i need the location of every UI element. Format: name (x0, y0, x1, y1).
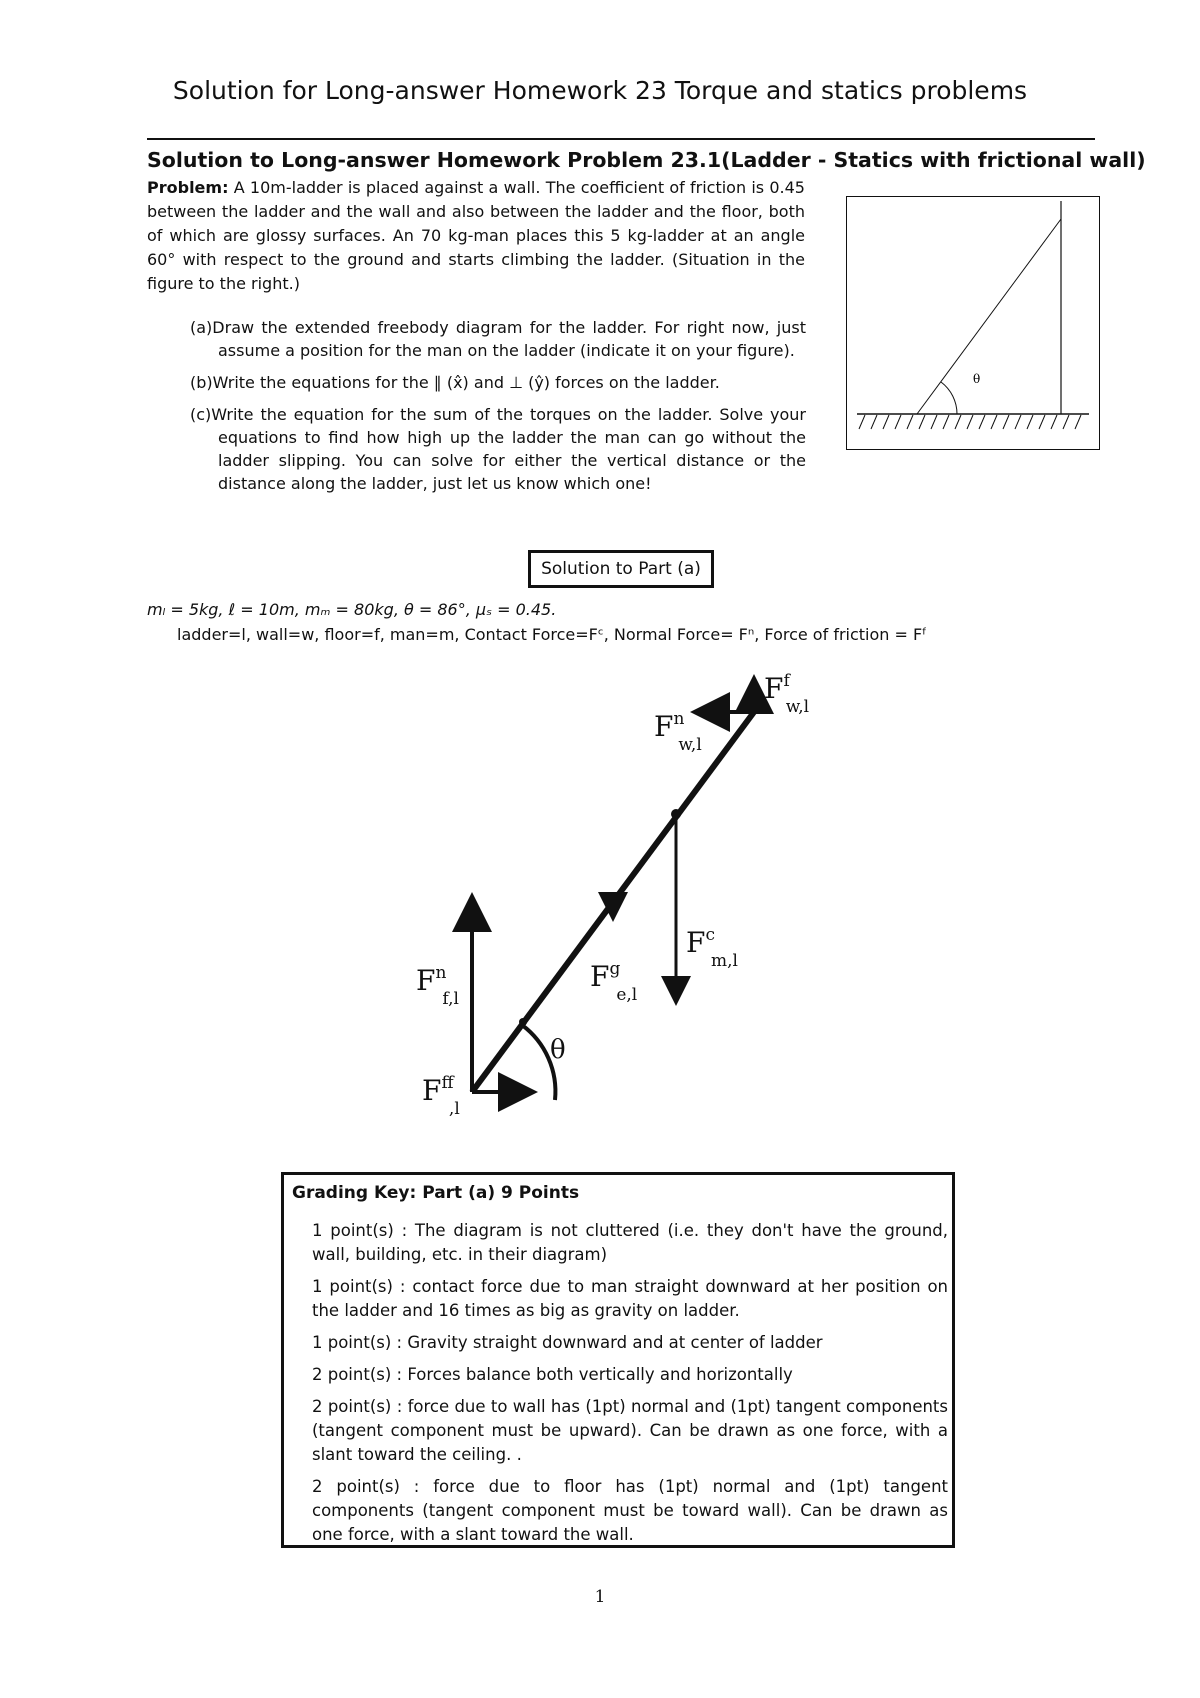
problem-statement (147, 176, 805, 296)
part-item (178, 403, 806, 495)
fbd-theta-label: θ (550, 1035, 566, 1065)
freebody-diagram (380, 660, 810, 1134)
part-text: Draw the extended freebody diagram for the ladder. For right now, just assume a position for the man on the ladder (indicate it on your figure). (212, 318, 806, 360)
part-text: Write the equation for the sum of the torques on the ladder. Solve your equations to find how high up the ladder the man can go without the ladder slipping. You can solve for either the vertical distance or the distance along the ladder, just let us know which one! (211, 405, 806, 493)
grading-item: 1 point(s) : The diagram is not cluttered (i.e. they don't have the ground, wall, building, etc. in their diagram) (312, 1221, 948, 1264)
freebody-diagram-svg (380, 660, 810, 1130)
problem-parts (178, 316, 806, 504)
situation-figure (846, 196, 1100, 450)
theta-label: θ (973, 372, 981, 386)
page-number: 1 (594, 1587, 606, 1607)
part-item (178, 316, 806, 362)
ladder-line (917, 219, 1061, 414)
situation-figure-svg (847, 197, 1099, 449)
wall-friction-label: $F^f$ w,l (764, 671, 810, 717)
part-label: (c) (190, 405, 212, 424)
problem-heading: Solution to Long-answer Homework Problem 23.1(Ladder - Statics with frictional wall) (147, 148, 1146, 172)
grading-item: 1 point(s) : contact force due to man straight downward at her position on the ladder and 16 times as big as gravity on ladder. (312, 1277, 948, 1320)
part-item (178, 371, 806, 394)
grading-items (312, 1219, 948, 1555)
title-rule (147, 138, 1095, 140)
problem-label: Problem: (147, 178, 229, 197)
notation-legend: ladder=l, wall=w, floor=f, man=m, Contact Force=Fᶜ, Normal Force= Fⁿ, Force of friction = Fᶠ (177, 625, 927, 644)
ground-hatching (859, 415, 1081, 429)
grading-heading: Grading Key: Part (a) 9 Points (292, 1183, 580, 1203)
solution-part-a-box: Solution to Part (a) (528, 550, 714, 588)
part-text: Write the equations for the ∥ (x̂) and ⊥ (ŷ) forces on the ladder. (212, 373, 720, 392)
floor-friction-label: $F^f$ f,l (422, 1073, 460, 1119)
man-contact-label: $F^c$ m,l (686, 925, 738, 971)
grading-item: 2 point(s) : force due to floor has (1pt) normal and (1pt) tangent components (tangent component must be toward wall). Can be drawn as one force, with a slant toward the wall. (312, 1477, 948, 1544)
angle-arc (941, 382, 957, 414)
floor-normal-label: $F^n$ f,l (416, 963, 459, 1009)
gravity-label: $F^g$ e,l (590, 959, 638, 1005)
grading-item: 2 point(s) : Forces balance both vertically and horizontally (312, 1365, 793, 1384)
page-title: Solution for Long-answer Homework 23 Torque and statics problems (172, 76, 1028, 105)
wall-normal-label: $F^n$ w,l (654, 709, 702, 755)
given-values: mₗ = 5kg, ℓ = 10m, mₘ = 80kg, θ = 86°, μₛ = 0.45. (147, 600, 557, 619)
grading-key (281, 1172, 955, 1548)
part-label: (a) (190, 318, 213, 337)
grading-item: 2 point(s) : force due to wall has (1pt) normal and (1pt) tangent components (tangent component must be upward). Can be drawn as one force, with a slant toward the ceiling. . (312, 1397, 948, 1464)
part-label: (b) (190, 373, 213, 392)
problem-text: A 10m-ladder is placed against a wall. The coefficient of friction is 0.45 between the ladder and the wall and also between the ladder and the floor, both of which are glossy surfaces. An 70 kg-man places this 5 kg-ladder at an angle 60° with respect to the ground and starts climbing the ladder. (Situation in the figure to the right.) (147, 178, 805, 293)
grading-item: 1 point(s) : Gravity straight downward and at center of ladder (312, 1333, 823, 1352)
